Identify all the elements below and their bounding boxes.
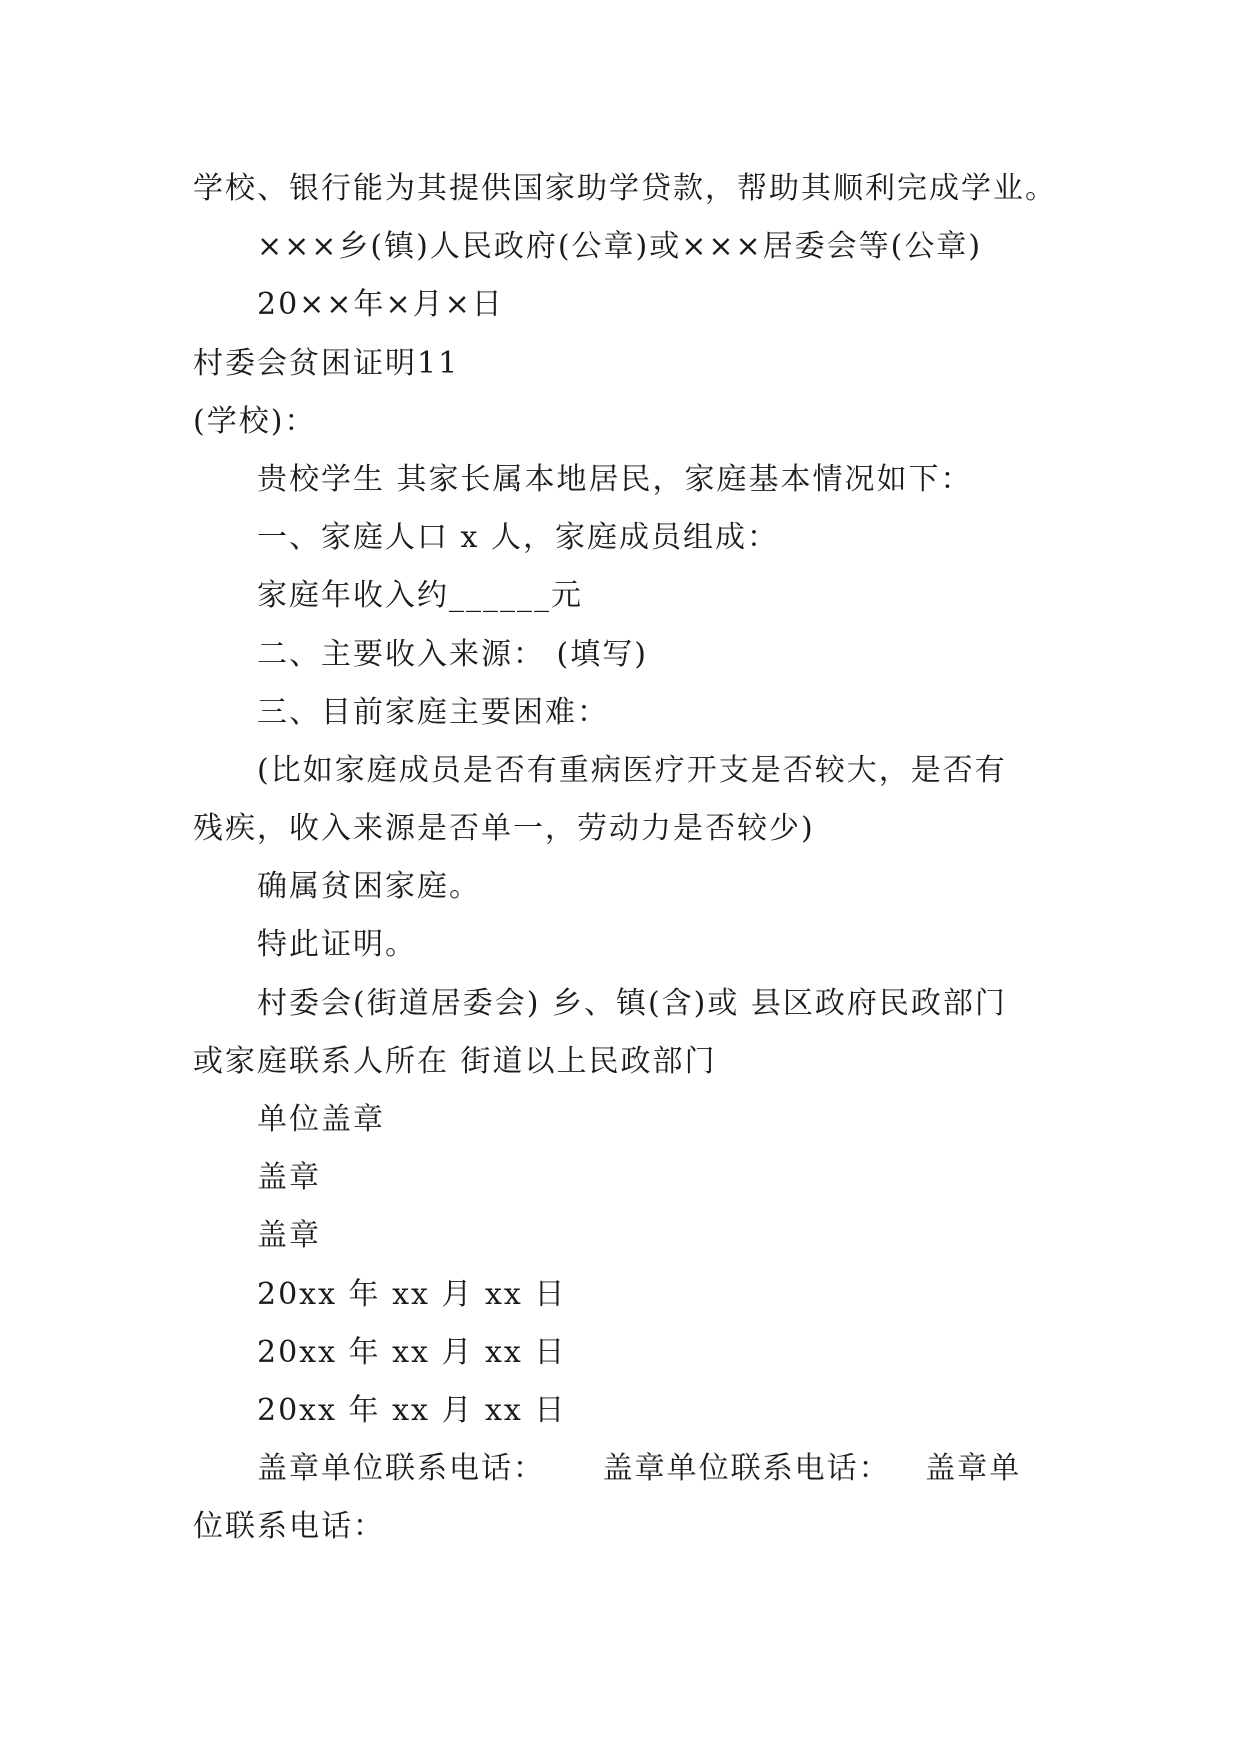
document-line: 单位盖章 — [257, 1102, 385, 1137]
document-line: 二、主要收入来源： (填写) — [257, 636, 648, 672]
document-line: 20××年×月×日 — [257, 287, 504, 323]
document-line: 位联系电话： — [193, 1509, 385, 1545]
document-line: 三、目前家庭主要困难： — [257, 694, 609, 730]
document-line: 确属贫困家庭。 — [257, 869, 481, 905]
document-line: 盖章 — [257, 1218, 321, 1254]
document-line: 贵校学生 其家长属本地居民，家庭基本情况如下： — [257, 461, 973, 497]
document-body — [193, 160, 1073, 1557]
document-line: 或家庭联系人所在 街道以上民政部门 — [193, 1043, 717, 1079]
document-line: (比如家庭成员是否有重病医疗开支是否较大，是否有 — [257, 752, 1007, 788]
document-line: (学校)： — [193, 403, 317, 439]
document-line: 20xx 年 xx 月 xx 日 — [257, 1392, 567, 1428]
document-line: 20xx 年 xx 月 xx 日 — [257, 1276, 567, 1312]
document-line: 一、家庭人口 x 人，家庭成员组成： — [257, 520, 779, 556]
document-line: 特此证明。 — [257, 927, 417, 963]
document-line: 20xx 年 xx 月 xx 日 — [257, 1334, 567, 1370]
document-line: 村委会(街道居委会) 乡、镇(含)或 县区政府民政部门 — [257, 985, 1007, 1021]
document-line: 学校、银行能为其提供国家助学贷款，帮助其顺利完成学业。 — [193, 171, 1057, 206]
document-line: ×××乡(镇)人民政府(公章)或×××居委会等(公章) — [257, 229, 983, 265]
document-line: 残疾，收入来源是否单一，劳动力是否较少) — [193, 811, 815, 847]
document-line: 村委会贫困证明11 — [193, 345, 460, 381]
document-line: 家庭年收入约______元 — [257, 578, 583, 614]
document-line: 盖章 — [257, 1160, 321, 1196]
document-line: 盖章单位联系电话： 盖章单位联系电话： 盖章单 — [257, 1451, 1022, 1487]
